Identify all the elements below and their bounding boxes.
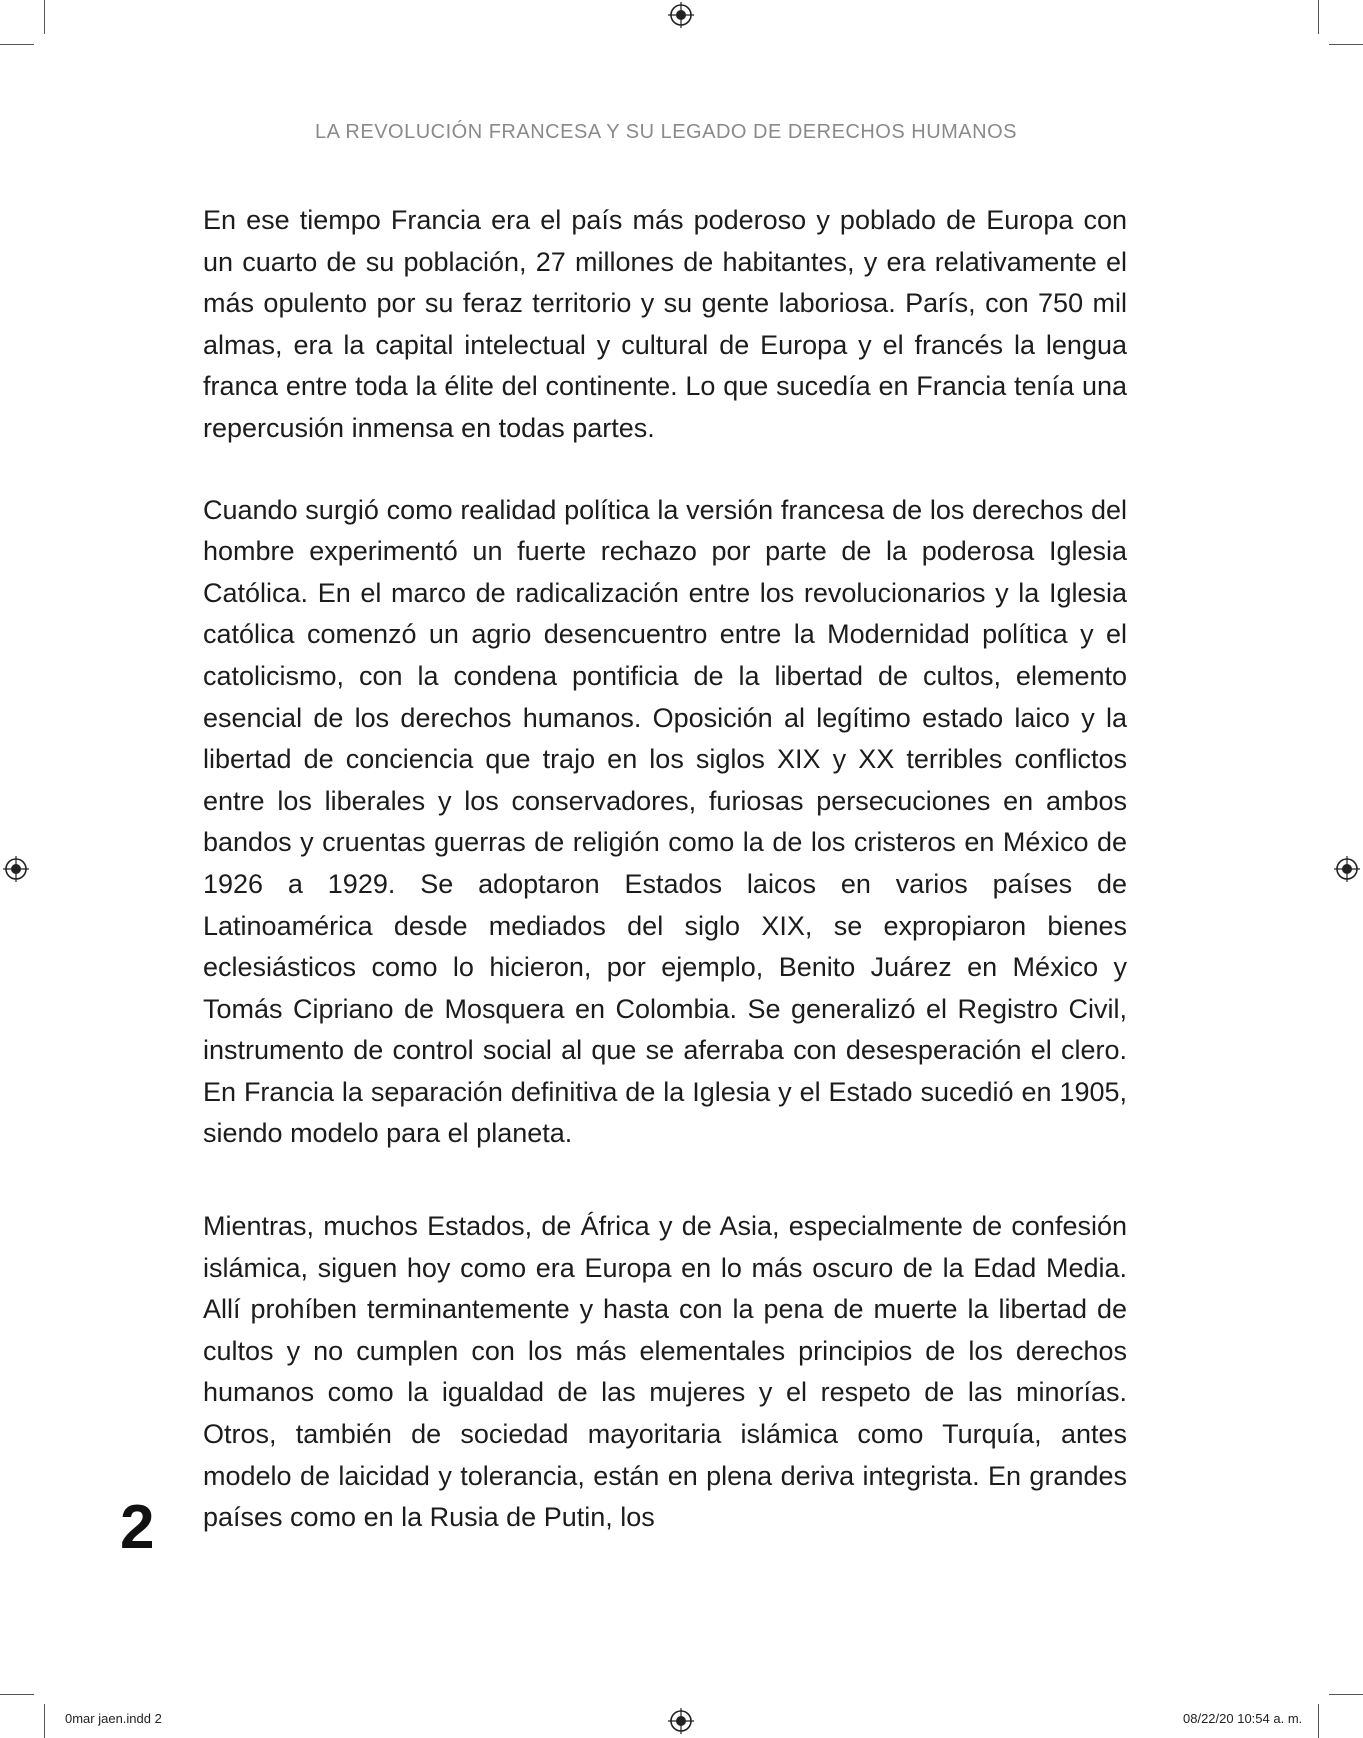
crop-mark-top-right-vertical [1318,0,1319,34]
crop-mark-bottom-right-horizontal [1329,1694,1363,1695]
paragraph: Cuando surgió como realidad política la versión francesa de los derechos del hombre experimentó un fuerte rechazo por parte de la poderosa Iglesia Católica. En el marco de radicalización entre los revolucionarios y la Iglesia católica comenzó un agrio desencuentro entre la Modernidad política y el catolicismo, con la condena pontificia de la libertad de cultos, elemento esencial de los derechos humanos. Oposición al legítimo estado laico y la libertad de conciencia que trajo en los siglos XIX y XX terribles conflictos entre los liberales y los conservadores, furiosas persecuciones en ambos bandos y cruentas guerras de religión como la de los cristeros en México de 1926 a 1929. Se adoptaron Estados laicos en varios países de Latinoamérica desde mediados del siglo XIX, se expropiaron bienes eclesiásticos como lo hicieron, por ejemplo, Benito Juárez en México y Tomás Cipriano de Mosquera en Colombia. Se generalizó el Registro Civil, instrumento de control social al que se aferraba con desesperación el clero. En Francia la separación definitiva de la Iglesia y el Estado sucedió en 1905, siendo modelo para el planeta. [203,494,1127,1149]
crop-mark-bottom-left-horizontal [0,1694,34,1695]
registration-mark-icon [3,856,29,882]
paragraph: En ese tiempo Francia era el país más poderoso y poblado de Europa con un cuarto de su población, 27 millones de habitantes, y era relativamente el más opulento por su feraz territorio y su gente laboriosa. París, con 750 mil almas, era la capital intelectual y cultural de Europa y el francés la lengua franca entre toda la élite del continente. Lo que sucedía en Francia tenía una repercusión inmensa en todas partes. [203,205,1127,443]
registration-mark-icon [668,1708,694,1734]
registration-mark-icon [668,2,694,28]
crop-mark-bottom-right-vertical [1318,1704,1319,1738]
running-head: LA REVOLUCIÓN FRANCESA Y SU LEGADO DE DERECHOS HUMANOS [315,121,1017,143]
crop-mark-bottom-left-vertical [44,1704,45,1738]
body-text [203,200,1127,1539]
crop-mark-top-left-vertical [44,0,45,34]
slug-datetime: 08/22/20 10:54 a. m. [1183,1711,1303,1726]
crop-mark-top-right-horizontal [1329,44,1363,45]
crop-mark-top-left-horizontal [0,44,34,45]
page-number: 2 [120,1493,155,1562]
slug-file: 0mar jaen.indd 2 [65,1711,162,1726]
paragraph: Mientras, muchos Estados, de África y de Asia, especialmente de confesión islámica, siguen hoy como era Europa en lo más oscuro de la Edad Media. Allí prohíben terminantemente y hasta con la pena de muerte la libertad de cultos y no cumplen con los más elementales principios de los derechos humanos como la igualdad de las mujeres y el respeto de las minorías. Otros, también de sociedad mayoritaria islámica como Turquía, antes modelo de laicidad y tolerancia, están en plena deriva integrista. En grandes países como en la Rusia de Putin, los [203,1211,1127,1533]
registration-mark-icon [1334,856,1360,882]
